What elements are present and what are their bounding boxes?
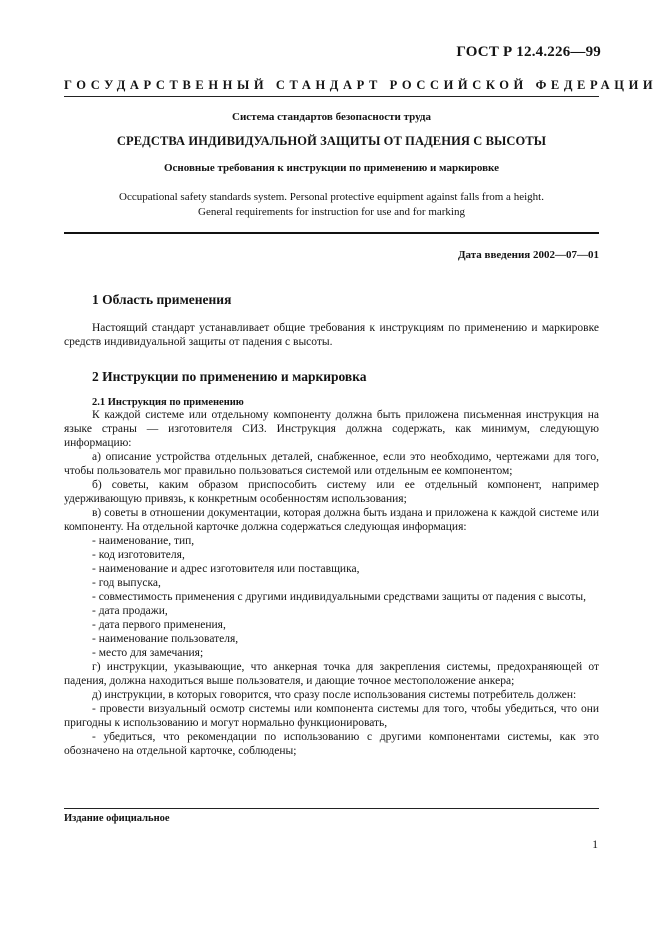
state-standard-heading: ГОСУДАРСТВЕННЫЙ СТАНДАРТ РОССИЙСКОЙ ФЕДЕРАЦИИ: [64, 78, 658, 92]
list-item: б) советы, каким образом приспособить систему или ее отдельный компонент, например удерживающую привязь, к конкретным особенностям использования;: [64, 479, 599, 505]
english-title-line-2: General requirements for instruction for use and for marking: [198, 206, 465, 218]
list-item: в) советы в отношении документации, которая должна быть издана и приложена к каждой системе или компоненту. На отдельной карточке должна содержаться следующая информация:: [64, 507, 599, 533]
header-divider: [64, 96, 599, 97]
document-title: СРЕДСТВА ИНДИВИДУАЛЬНОЙ ЗАЩИТЫ ОТ ПАДЕНИЯ С ВЫСОТЫ: [116, 134, 547, 148]
document-subtitle: Основные требования к инструкции по применению и маркировке: [163, 162, 500, 174]
list-item: - наименование, тип,: [92, 535, 195, 547]
official-edition-label: Издание официальное: [64, 813, 170, 824]
list-item: - код изготовителя,: [92, 549, 185, 561]
paragraph: К каждой системе или отдельному компоненту должна быть приложена письменная инструкция на языке страны — изготовителя СИЗ. Инструкция должна содержать, как минимум, следующую информацию:: [64, 409, 599, 449]
list-item: а) описание устройства отдельных деталей, снабженное, если это необходимо, чертежами для того, чтобы пользователь мог правильно пользоваться системой или отдельным ее компонентом;: [64, 451, 599, 477]
list-item: - совместимость применения с другими индивидуальными средствами защиты от падения с высоты,: [92, 591, 586, 603]
section-1-text: [64, 321, 599, 349]
subsection-2-1-heading: 2.1 Инструкция по применению: [92, 397, 244, 408]
standards-series: Система стандартов безопасности труда: [232, 111, 431, 123]
list-item: - провести визуальный осмотр системы или компонента системы для того, чтобы убедиться, что они пригодны к использованию и могут нормально функционировать,: [64, 703, 599, 729]
list-item: - убедиться, что рекомендации по использованию с другими компонентами системы, как это обозначено на отдельной карточке, соблюдены;: [64, 731, 599, 757]
section-1-heading: 1 Область применения: [92, 292, 232, 307]
title-divider: [64, 232, 599, 234]
section-2-heading: 2 Инструкции по применению и маркировка: [92, 369, 367, 384]
english-title-line-1: Occupational safety standards system. Personal protective equipment against falls from a height.: [119, 191, 544, 203]
page-number: 1: [592, 839, 598, 851]
list-item: - год выпуска,: [92, 577, 161, 589]
footer-divider: [64, 808, 599, 809]
list-item: - дата продажи,: [92, 605, 168, 617]
paragraph: Настоящий стандарт устанавливает общие требования к инструкциям по применению и маркировке средств индивидуальной защиты от падения с высоты.: [64, 322, 599, 348]
list-item: д) инструкции, в которых говорится, что сразу после использования системы потребитель должен:: [92, 689, 577, 701]
intro-date: Дата введения 2002—07—01: [457, 249, 599, 261]
section-2-1-body: [64, 408, 599, 758]
english-title: [64, 190, 599, 220]
gost-number: ГОСТ Р 12.4.226—99: [456, 44, 601, 60]
list-item: - дата первого применения,: [92, 619, 226, 631]
list-item: г) инструкции, указывающие, что анкерная точка для закрепления системы, предохраняющей от падения, должна находиться выше пользователя, и дающие точное местоположение анкера;: [64, 661, 599, 687]
list-item: - наименование пользователя,: [92, 633, 239, 645]
list-item: - место для замечания;: [92, 647, 204, 659]
list-item: - наименование и адрес изготовителя или поставщика,: [92, 563, 360, 575]
